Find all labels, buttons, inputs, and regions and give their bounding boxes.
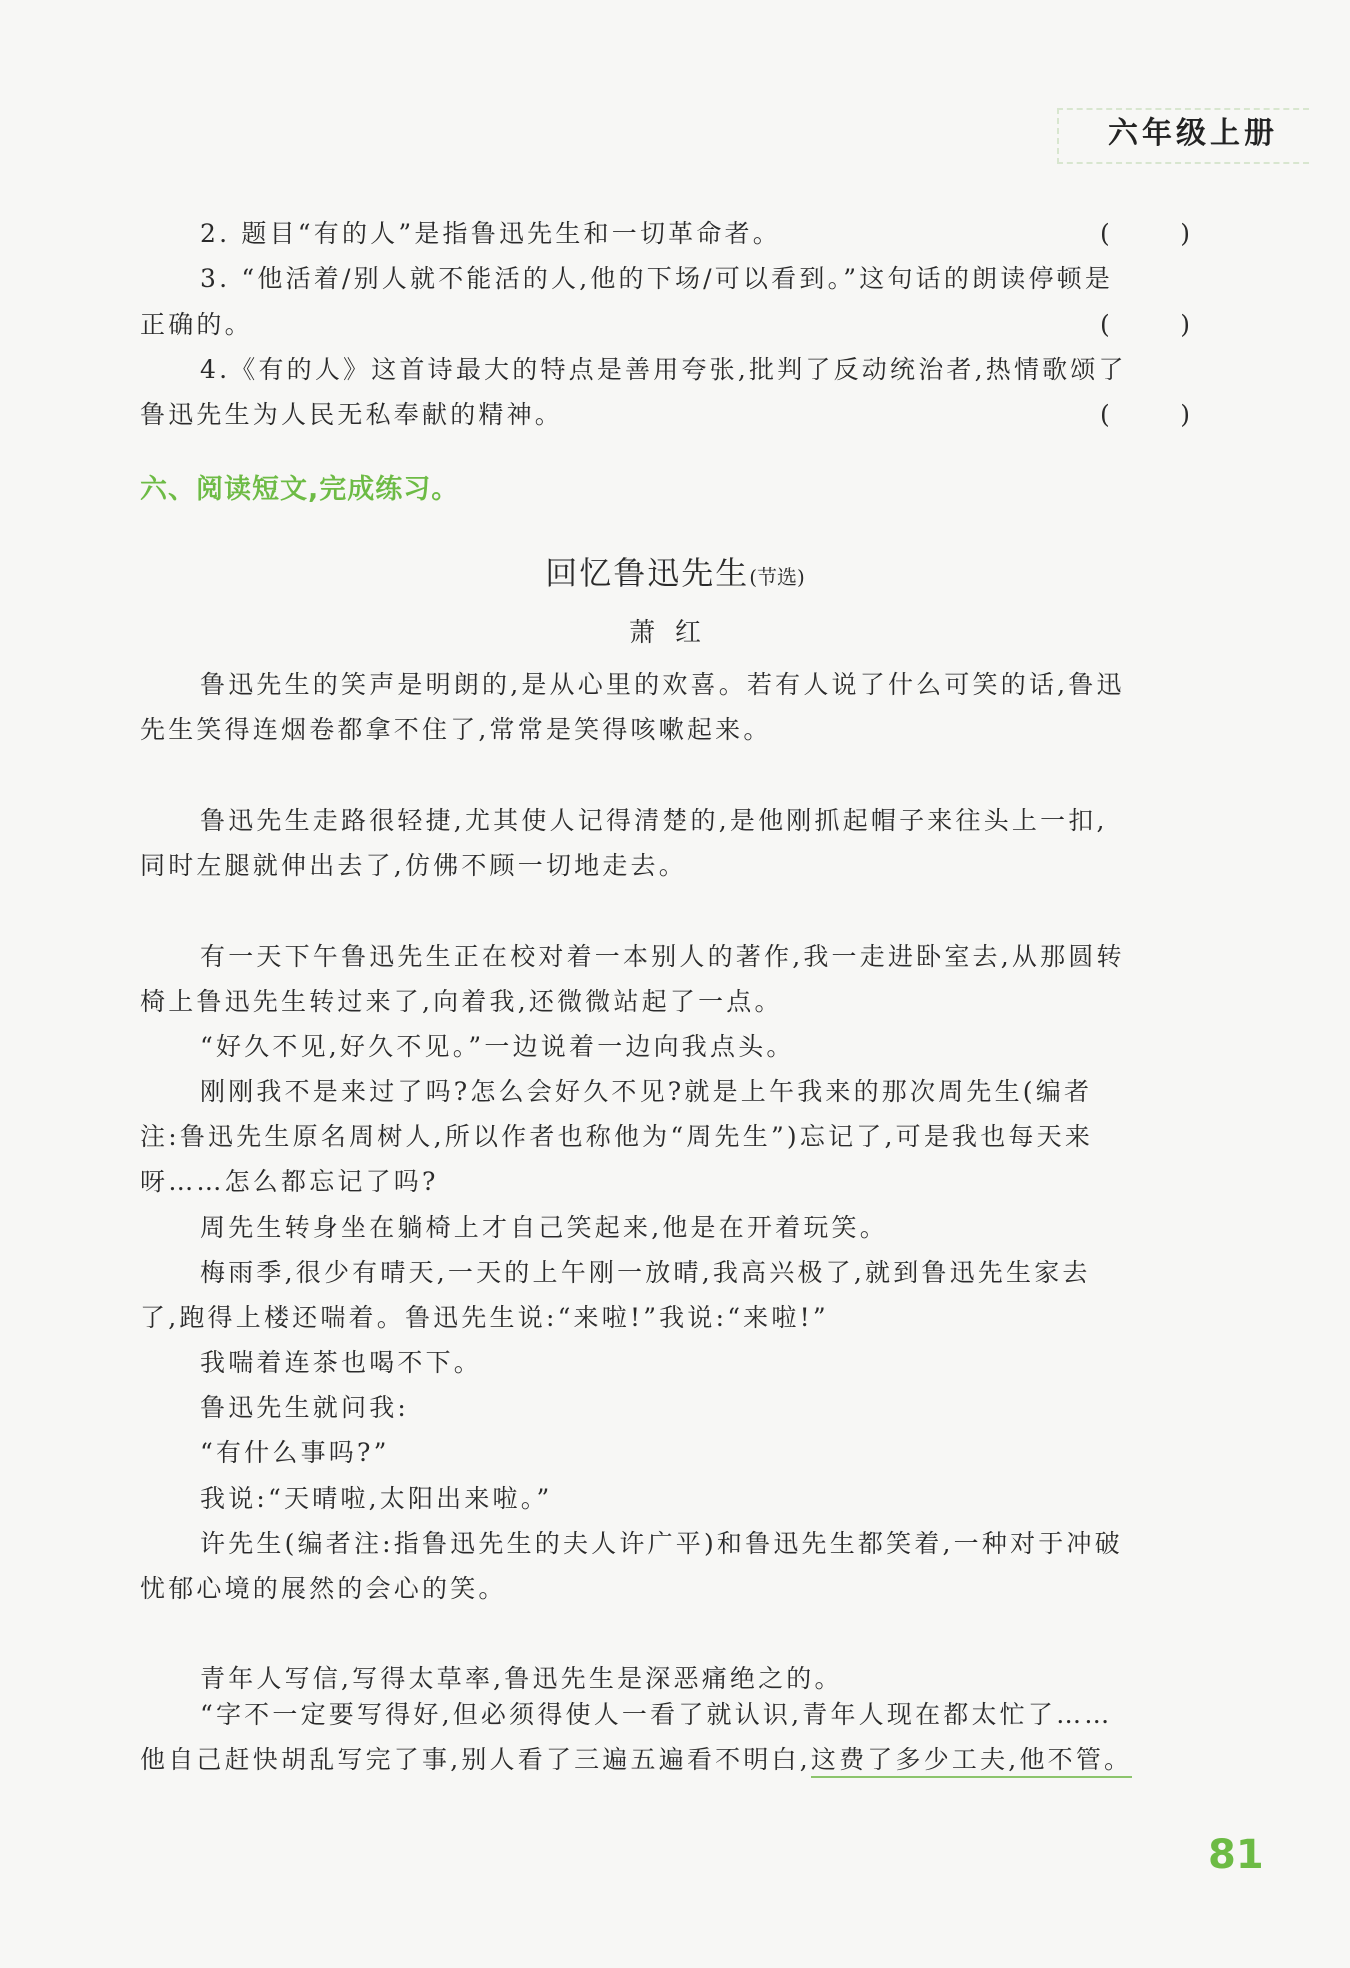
article-line: 鲁迅先生的笑声是明朗的,是从心里的欢喜。若有人说了什么可笑的话,鲁迅 bbox=[200, 670, 1125, 699]
question-2-answer-parens[interactable]: ( ) bbox=[1100, 219, 1190, 248]
article-title-note: (节选) bbox=[749, 565, 805, 589]
article-line: 青年人写信,写得太草率,鲁迅先生是深恶痛绝之的。 bbox=[200, 1664, 843, 1693]
article-line: 椅上鲁迅先生转过来了,向着我,还微微站起了一点。 bbox=[140, 987, 783, 1016]
question-4-answer-parens[interactable]: ( ) bbox=[1100, 400, 1190, 429]
page-number: 81 bbox=[1208, 1832, 1264, 1878]
question-4-line-1: 4.《有的人》这首诗最大的特点是善用夸张,批判了反动统治者,热情歌颂了 bbox=[200, 355, 1127, 384]
article-line: 我说:“天晴啦,太阳出来啦。” bbox=[200, 1484, 553, 1513]
article-line: 鲁迅先生就问我: bbox=[200, 1393, 410, 1422]
question-3-answer-parens[interactable]: ( ) bbox=[1100, 310, 1190, 339]
question-3-line-1: 3. “他活着/别人就不能活的人,他的下场/可以看到。”这句话的朗读停顿是 bbox=[200, 264, 1114, 293]
article-line: 同时左腿就伸出去了,仿佛不顾一切地走去。 bbox=[140, 851, 687, 880]
question-4-line-2: 鲁迅先生为人民无私奉献的精神。 bbox=[140, 400, 564, 429]
question-3-line-2: 正确的。 bbox=[140, 310, 253, 339]
article-line: 了,跑得上楼还喘着。鲁迅先生说:“来啦!”我说:“来啦!” bbox=[140, 1303, 829, 1332]
question-2-line-1: 2. 题目“有的人”是指鲁迅先生和一切革命者。 bbox=[200, 219, 781, 248]
article-line: 刚刚我不是来过了吗?怎么会好久不见?就是上午我来的那次周先生(编者 bbox=[200, 1077, 1093, 1106]
section-heading: 六、阅读短文,完成练习。 bbox=[140, 474, 460, 505]
article-line: “字不一定要写得好,但必须得使人一看了就认识,青年人现在都太忙了…… bbox=[200, 1700, 1113, 1729]
article-line: “有什么事吗?” bbox=[200, 1438, 390, 1467]
article-line: 注:鲁迅先生原名周树人,所以作者也称他为“周先生”)忘记了,可是我也每天来 bbox=[140, 1122, 1094, 1151]
article-line: 许先生(编者注:指鲁迅先生的夫人许广平)和鲁迅先生都笑着,一种对于冲破 bbox=[200, 1529, 1123, 1558]
article-line: 鲁迅先生走路很轻捷,尤其使人记得清楚的,是他刚抓起帽子来往头上一扣, bbox=[200, 806, 1108, 835]
article-last-line: 他自己赶快胡乱写完了事,别人看了三遍五遍看不明白,这费了多少工夫,他不管。 bbox=[140, 1745, 1190, 1775]
article-line: 忧郁心境的展然的会心的笑。 bbox=[140, 1574, 507, 1603]
article-author: 萧红 bbox=[628, 618, 721, 648]
article-line: 我喘着连茶也喝不下。 bbox=[200, 1348, 483, 1377]
article-line: 先生笑得连烟卷都拿不住了,常常是笑得咳嗽起来。 bbox=[140, 715, 772, 744]
article-title: 回忆鲁迅先生(节选) bbox=[545, 554, 805, 592]
grade-label: 六年级上册 bbox=[1108, 116, 1278, 151]
article-line: 有一天下午鲁迅先生正在校对着一本别人的著作,我一走进卧室去,从那圆转 bbox=[200, 942, 1125, 971]
article-line: 梅雨季,很少有晴天,一天的上午刚一放晴,我高兴极了,就到鲁迅先生家去 bbox=[200, 1258, 1091, 1287]
underlined-sentence: 这费了多少工夫,他不管。 bbox=[811, 1745, 1132, 1778]
article-line: 周先生转身坐在躺椅上才自己笑起来,他是在开着玩笑。 bbox=[200, 1213, 888, 1242]
article-line: 呀……怎么都忘记了吗? bbox=[140, 1167, 439, 1196]
article-line: “好久不见,好久不见。”一边说着一边向我点头。 bbox=[200, 1032, 795, 1061]
